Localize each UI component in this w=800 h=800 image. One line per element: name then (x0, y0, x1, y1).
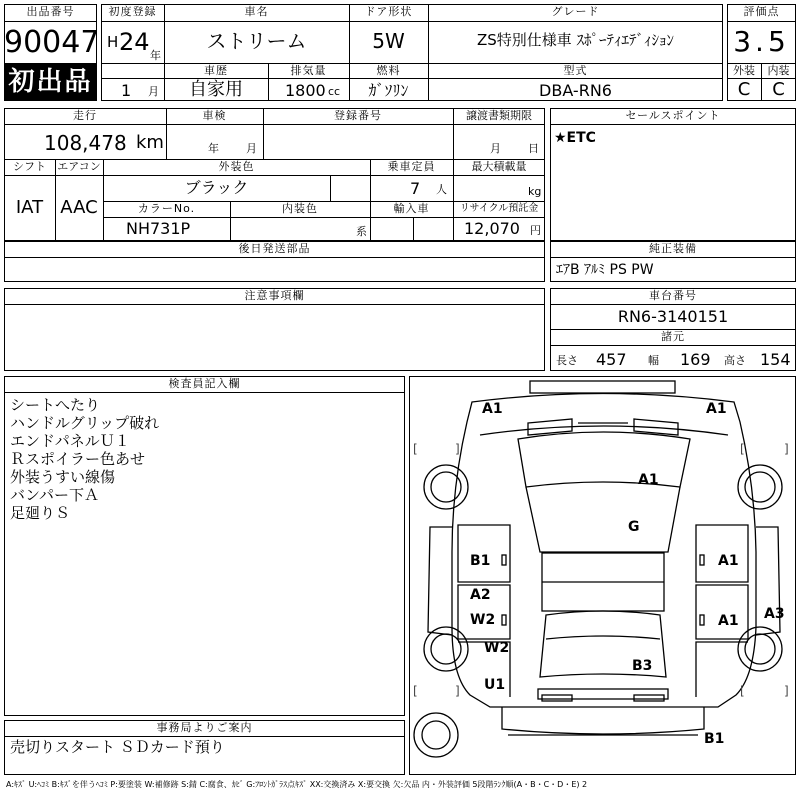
note-line: 外装うすい線傷 (10, 468, 116, 486)
recycle-fee: 12,070 (464, 219, 520, 238)
office-header: 事務局よりご案内 (156, 721, 253, 734)
import-header: 輸入車 (393, 202, 430, 215)
mileage: 108,478 (44, 131, 127, 155)
damage-label: W2 (484, 640, 510, 656)
recycle-header: リサイクル預託金 (459, 203, 539, 214)
interior-header: 内装 (767, 64, 790, 77)
height-value: 154 (760, 350, 791, 369)
length-value: 457 (596, 350, 627, 369)
aircon-value: AAC (60, 197, 98, 218)
car-outline (410, 377, 797, 776)
inspection-month-unit: 月 (246, 142, 257, 155)
model-header: 型式 (563, 64, 588, 77)
sales-points-box (550, 108, 796, 241)
note-line: バンパー下Ａ (10, 486, 99, 504)
recycle-fee-unit: 円 (530, 224, 541, 237)
capacity-unit: 人 (436, 183, 447, 196)
transfer-month-unit: 月 (490, 142, 501, 155)
door-type: 5W (372, 29, 405, 53)
bracket-marker: [ (413, 442, 418, 456)
color-number: NH731P (126, 219, 191, 238)
later-parts-header: 後日発送部品 (238, 242, 311, 255)
capacity-header: 乗車定員 (387, 160, 436, 173)
damage-label: A3 (764, 606, 785, 622)
damage-label: A2 (470, 587, 491, 603)
aircon-header: エアコン (57, 160, 101, 173)
inspection-header: 車検 (202, 109, 227, 122)
door-type-header: ドア形状 (364, 5, 413, 18)
first-listing-badge: 初出品 (4, 64, 97, 101)
reg-number-header: 登録番号 (334, 109, 382, 122)
mileage-unit: km (136, 132, 164, 153)
bracket-marker: ] (784, 442, 789, 456)
height-label: 高さ (724, 354, 746, 367)
lot-number-header: 出品番号 (26, 5, 75, 18)
width-label: 幅 (648, 354, 659, 367)
bracket-marker: [ (740, 684, 745, 698)
fuel: ｶﾞｿﾘﾝ (368, 81, 409, 100)
lot-number: 90047 (4, 25, 100, 60)
inspector-notes (10, 396, 159, 522)
registration-month: 1 (121, 81, 132, 100)
registration-month-unit: 月 (148, 85, 159, 98)
note-line: エンドパネルＵ１ (10, 432, 130, 450)
history-header: 車歴 (204, 64, 228, 77)
chassis-header: 車台番号 (649, 289, 697, 302)
fuel-header: 燃料 (376, 64, 401, 77)
damage-diagram (409, 376, 796, 775)
vehicle-history: 自家用 (189, 79, 243, 100)
shift-header: シフト (13, 160, 46, 173)
max-load-unit: kg (528, 185, 542, 198)
exterior-grade: C (737, 79, 751, 100)
damage-label: A1 (718, 553, 739, 569)
bracket-marker: [ (413, 684, 418, 698)
damage-label: B1 (704, 731, 725, 747)
registration-era: H (107, 33, 119, 51)
mileage-header: 走行 (73, 109, 97, 122)
damage-label: A1 (638, 472, 659, 488)
displacement: 1800 (285, 81, 326, 100)
width-value: 169 (680, 350, 711, 369)
chassis-number: RN6-3140151 (617, 307, 729, 326)
caution-header: 注意事項欄 (244, 289, 305, 302)
equipment: ｴｱB ｱﾙﾐ PS PW (556, 262, 654, 278)
damage-label: A1 (718, 613, 739, 629)
transfer-deadline-header: 譲渡書類期限 (466, 109, 532, 122)
dimensions-header: 諸元 (661, 330, 685, 343)
displacement-header: 排気量 (290, 64, 327, 77)
inspector-header: 検査員記入欄 (168, 377, 241, 390)
equipment-header: 純正装備 (649, 242, 697, 255)
bracket-marker: ] (455, 684, 460, 698)
bracket-marker: [ (740, 442, 745, 456)
interior-color-header: 内装色 (282, 202, 318, 215)
displacement-unit: cc (328, 85, 341, 98)
note-line: Ｒスポイラー色あせ (10, 450, 146, 468)
sales-points: ★ETC (554, 130, 596, 146)
model-code: DBA-RN6 (539, 81, 612, 100)
exterior-header: 外装 (733, 64, 755, 77)
bracket-marker: ] (784, 684, 789, 698)
car-name: ストリーム (206, 29, 307, 53)
note-line: 足廻りＳ (10, 504, 71, 522)
max-load-header: 最大積載量 (471, 160, 527, 173)
damage-label: A1 (482, 401, 503, 417)
score-value: 3.5 (733, 25, 790, 58)
registration-header: 初度登録 (108, 5, 157, 18)
registration-year-unit: 年 (150, 49, 161, 62)
office-notes: 売切りスタート ＳＤカード預り (10, 738, 225, 756)
grade: ZS特別仕様車 ｽﾎﾟｰﾃｨｴﾃﾞｨｼｮﾝ (476, 31, 675, 49)
body-color: ブラック (184, 178, 249, 197)
car-name-header: 車名 (244, 5, 269, 18)
bracket-marker: ] (455, 442, 460, 456)
transfer-day-unit: 日 (528, 142, 539, 155)
inspection-year-unit: 年 (208, 142, 219, 155)
note-line: ハンドルグリップ破れ (10, 414, 160, 432)
legend-text: A:ｷｽﾞ U:ﾍｺﾐ B:ｷｽﾞを伴うﾍｺﾐ P:要塗装 W:補修跡 S:錆 C:腐食、ｶﾋﾞ G:ﾌﾛﾝﾄｶﾞﾗｽ点ｷｽﾞ XX:交換済み X:要交換 欠:欠品 内・外装評価 5段階ﾗﾝｸ順(A・B・C・D・E) 2 (6, 780, 588, 789)
body-color-header: 外装色 (218, 160, 255, 173)
registration-year: 24 (119, 28, 150, 56)
score-header: 評価点 (743, 5, 780, 18)
shift-value: IAT (15, 197, 44, 218)
damage-label: B3 (632, 658, 653, 674)
interior-grade: C (772, 79, 785, 100)
damage-label: G (628, 519, 640, 535)
interior-color-unit: 系 (356, 225, 367, 238)
length-label: 長さ (556, 354, 578, 367)
damage-label: B1 (470, 553, 491, 569)
damage-label: U1 (484, 677, 506, 693)
color-no-header: カラーNo. (137, 202, 196, 215)
grade-header: グレード (551, 5, 600, 18)
sales-points-header: セールスポイント (625, 109, 721, 122)
damage-label: A1 (706, 401, 727, 417)
damage-label: W2 (470, 612, 496, 628)
note-line: シートへたり (10, 396, 101, 414)
capacity: 7 (410, 179, 421, 198)
